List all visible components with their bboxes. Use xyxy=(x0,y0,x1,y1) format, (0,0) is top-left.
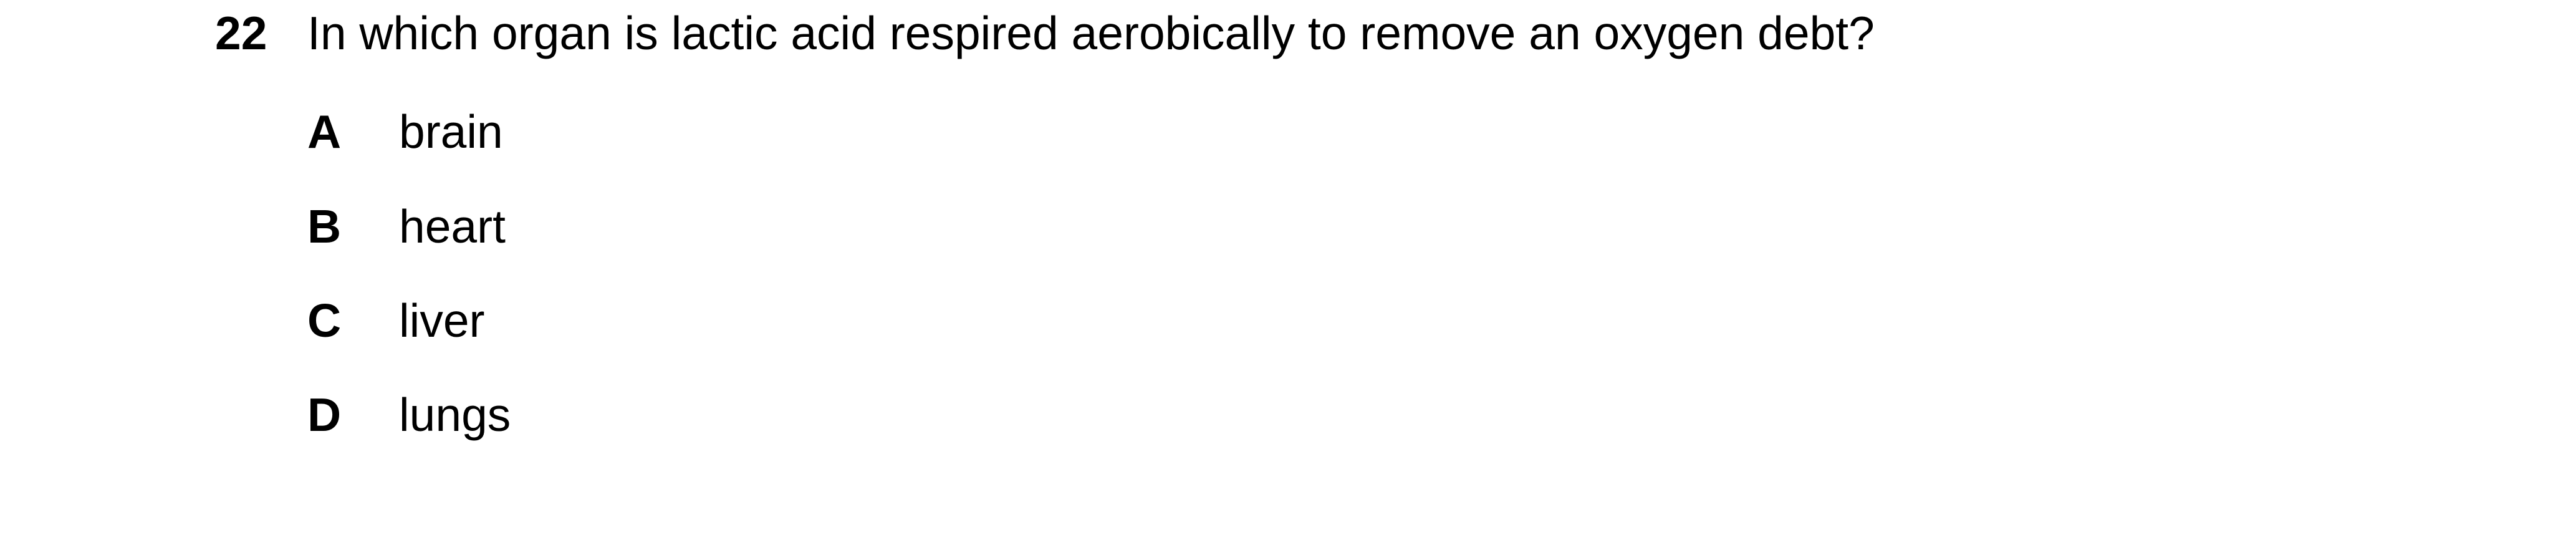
option-text: heart xyxy=(399,200,506,253)
question-text: In which organ is lactic acid respired aerobically to remove an oxygen debt? xyxy=(307,7,1875,59)
option-letter: A xyxy=(307,105,342,158)
option-text: brain xyxy=(399,105,503,158)
option-letter: C xyxy=(307,294,342,347)
option-text: lungs xyxy=(399,389,511,441)
question-number: 22 xyxy=(215,7,267,59)
option-text: liver xyxy=(399,294,485,347)
option-letter: B xyxy=(307,200,342,253)
option-letter: D xyxy=(307,389,342,441)
